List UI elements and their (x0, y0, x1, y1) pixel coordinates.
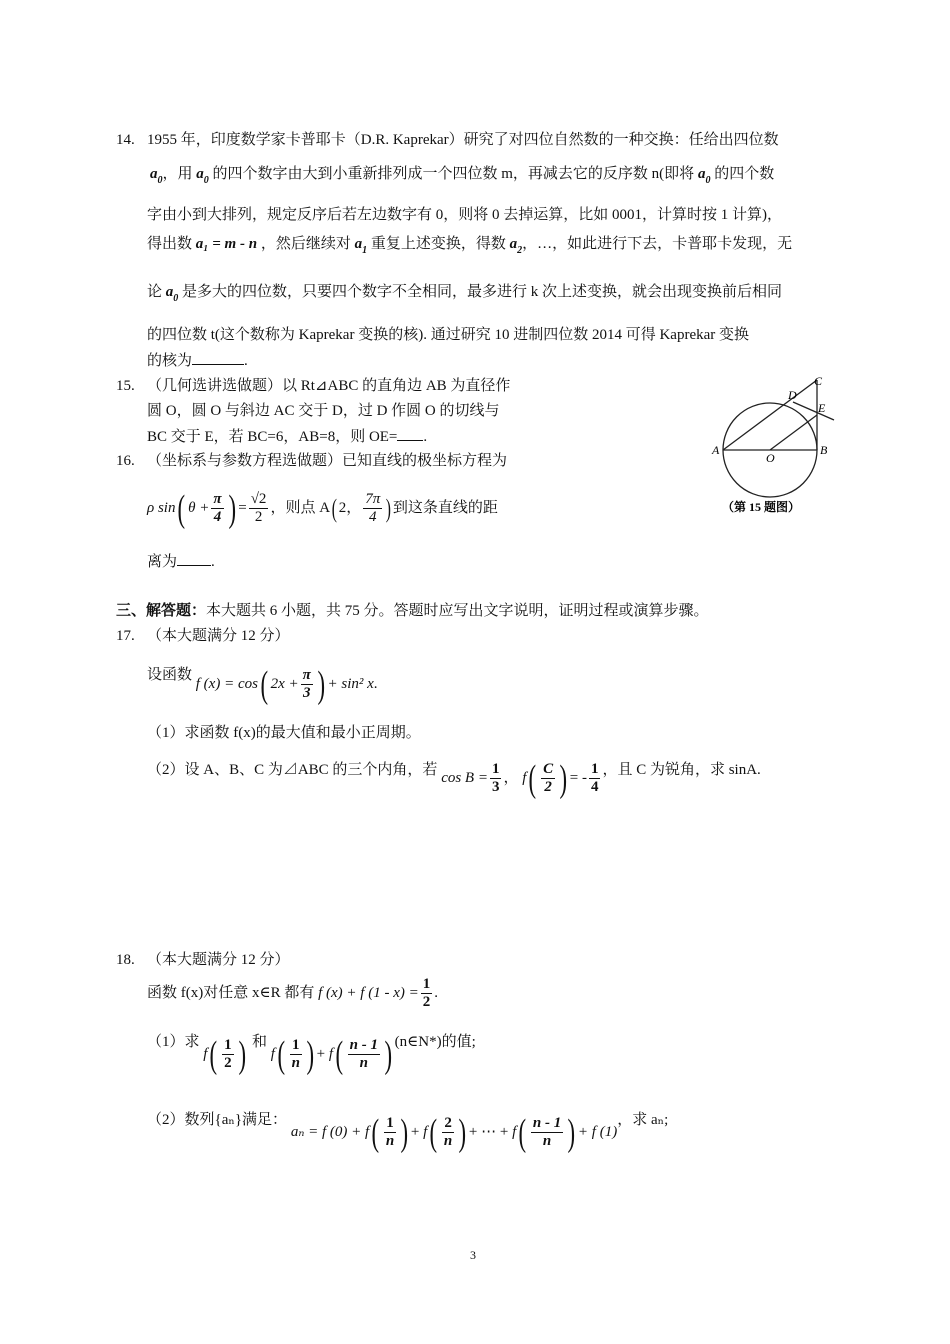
func-f-cos: f (x) = cos (195, 676, 258, 692)
q17-part-1: （1）求函数 f(x)的最大值和最小正周期。 (147, 725, 421, 741)
q17-text: ，且 C 为锐角，求 sinA. (602, 762, 761, 778)
q16-text: 离为 (147, 554, 178, 570)
q16-line-3: 离为 . (147, 551, 215, 572)
label-a: A (712, 443, 720, 457)
paren-left: ( (528, 757, 537, 800)
fraction-pi-4: $\frac{\pi}{4}$ (213, 491, 222, 526)
fraction-n-1-n: $\frac{n - 1}{n}$ (349, 1037, 378, 1072)
ellipsis-plus: + ⋯ + (468, 1124, 509, 1140)
q17-part-2 (147, 758, 761, 799)
q14-line-1: 1955 年，印度数学家卡普耶卡（D.R. Kaprekar）研究了对四位自然数的一种交换：任给出四位数 (147, 132, 779, 148)
paren-left: ( (178, 487, 186, 530)
section-desc: 本大题共 6 小题，共 75 分。答题时应写出文字说明，证明过程或演算步骤。 (206, 603, 709, 619)
period: . (373, 676, 378, 692)
q16-formula-line (147, 488, 498, 529)
paren-right: ) (400, 1111, 409, 1154)
fraction-1-n: $\frac{1}{n}$ (385, 1115, 395, 1150)
paren-right: ) (384, 1033, 393, 1076)
page-number: 3 (470, 1248, 476, 1262)
q18-number: 18. (116, 952, 135, 968)
q18-head: （本大题满分 12 分） (147, 952, 290, 968)
paren-right: ) (385, 493, 392, 523)
paren-right: ) (306, 1033, 315, 1076)
symbol-a0: $a_0$ (165, 284, 179, 304)
answer-blank[interactable] (397, 426, 423, 441)
q14-text: 是多大的四位数，只要四个数字不全相同，最多进行 k 次上述变换，就会出现变换前后相同 (182, 284, 783, 300)
paren-right: ) (567, 1111, 576, 1154)
q14-text: 论 (147, 284, 163, 300)
fraction-sqrt2-2: $\frac{√2}{2}$ (250, 491, 267, 526)
an-equation: aₙ = f (0) + (290, 1124, 362, 1140)
paren-right: ) (228, 487, 236, 530)
q16-line-1: （坐标系与参数方程选做题）已知直线的极坐标方程为 (147, 453, 508, 469)
paren-right: ) (238, 1033, 246, 1076)
paren-left: ( (518, 1111, 527, 1154)
q18-line-1 (147, 976, 438, 1011)
q14-text: 的核为 (147, 353, 193, 369)
label-b: B (820, 443, 828, 457)
f-symbol: f (365, 1124, 370, 1140)
hypotenuse-ac (723, 380, 817, 450)
fraction-1-n: $\frac{1}{n}$ (291, 1037, 300, 1072)
q14-text: ，然后继续对 (260, 236, 351, 252)
f-symbol: f (328, 1046, 333, 1062)
fraction-1-4: $\frac{1}{4}$ (590, 761, 599, 796)
q15-line-3: BC 交于 E，若 BC=6，AB=8，则 OE= . (147, 426, 427, 447)
q14-line-7: 的核为 . (147, 350, 248, 371)
paren-left: ( (371, 1111, 380, 1154)
rho-sin: ρ sin (147, 500, 176, 516)
symbol-a0: $a_0$ (196, 166, 209, 186)
q14-line-5 (147, 282, 782, 309)
label-c: C (814, 374, 823, 388)
cos-b: cos B = (441, 770, 488, 786)
period: . (434, 985, 438, 1001)
q18-text: ，求 aₙ; (617, 1112, 669, 1128)
inner-2x: 2x + (270, 676, 299, 692)
theta-plus: θ + (188, 500, 210, 516)
equals-minus: = - (569, 770, 587, 786)
symbol-a1: $a_1$ (354, 236, 368, 256)
point-coordinate: 2， (338, 500, 362, 516)
paren-right: ) (559, 757, 568, 800)
q14-number: 14. (116, 132, 135, 148)
section-title: 三、解答题： (116, 602, 207, 619)
q18-text: （2）数列{aₙ}满足： (147, 1112, 288, 1128)
q17-formula-line (147, 664, 378, 705)
equals: = (238, 500, 247, 516)
q17-number: 17. (116, 628, 135, 644)
answer-blank[interactable] (192, 350, 244, 365)
paren-left: ( (260, 663, 269, 706)
f-symbol: f (512, 1124, 517, 1140)
section-heading (116, 601, 709, 621)
q14-line-3: 字由小到大排列，规定反序后若左边数字有 0，则将 0 去掉运算，比如 0001，计算时按 1 计算)， (147, 207, 782, 223)
q17-head: （本大题满分 12 分） (147, 628, 290, 644)
label-d: D (788, 388, 797, 402)
symbol-a0: $a_0$ (150, 166, 163, 186)
label-e: E (818, 401, 826, 415)
q16-text: ，则点 A (270, 500, 331, 516)
q18-text: 函数 f(x)对任意 x∈R 都有 (147, 985, 315, 1001)
paren-left: ( (429, 1111, 438, 1154)
q14-text: 的四个数 (714, 166, 775, 182)
paren-left: ( (335, 1033, 344, 1076)
q14-text: 重复上述变换，得数 (370, 236, 506, 252)
q15-line-2: 圆 O，圆 O 与斜边 AC 交于 D，过 D 作圆 O 的切线与 (147, 403, 500, 419)
plus: + (410, 1124, 420, 1140)
paren-right: ) (458, 1111, 467, 1154)
q14-line-2 (150, 164, 774, 191)
and-text: 和 (252, 1034, 268, 1050)
q14-line-4 (147, 234, 792, 261)
fraction-c-2: $\frac{C}{2}$ (543, 761, 554, 796)
symbol-a0: $a_0$ (697, 166, 711, 186)
paren-left: ( (209, 1033, 218, 1076)
symbol-a2: $a_2$ (509, 236, 523, 256)
q14-line-6: 的四位数 t(这个数称为 Kaprekar 变换的核). 通过研究 10 进制四位数 2014 可得 Kaprekar 变换 (147, 327, 750, 343)
fraction-1-3: $\frac{1}{3}$ (491, 761, 500, 796)
comma: ， (503, 770, 519, 786)
segment-oe (770, 415, 817, 450)
figure-caption: （第 15 题图） (722, 500, 801, 514)
q16-text: 到这条直线的距 (392, 500, 498, 516)
f-symbol: f (522, 770, 527, 786)
q15-line-1: （几何选讲选做题）以 Rt⊿ABC 的直角边 AB 为直径作 (147, 378, 511, 394)
answer-blank[interactable] (177, 551, 211, 566)
fraction-1-2: $\frac{1}{2}$ (224, 1037, 232, 1072)
q15-number: 15. (116, 378, 135, 394)
q14-text: 的四个数字由大到小重新排列成一个四位数 m，再减去它的反序数 n(即将 (212, 166, 695, 182)
plus-sin2x: + sin² x (327, 676, 374, 692)
functional-equation: f (x) + f (1 - x) = (318, 985, 419, 1001)
paren-right: ) (317, 663, 325, 706)
fraction-1-2: $\frac{1}{2}$ (422, 976, 431, 1011)
q14-text: ，用 (162, 166, 193, 182)
f-symbol: f (203, 1046, 208, 1062)
paren-left: ( (277, 1033, 286, 1076)
paren-left: ( (331, 493, 337, 523)
q14-text: ，…，如此进行下去，卡普耶卡发现，无 (522, 236, 793, 252)
fraction-7pi-4: $\frac{7\pi}{4}$ (365, 491, 381, 526)
q14-text: 得出数 (147, 236, 193, 252)
f-symbol: f (423, 1124, 428, 1140)
q15-figure (700, 370, 850, 520)
q18-part-1 (147, 1030, 476, 1078)
q18-text: (n∈N*)的值; (394, 1034, 476, 1050)
f-symbol: f (270, 1046, 275, 1062)
q15-text: BC 交于 E，若 BC=6，AB=8，则 OE= (147, 429, 398, 445)
q16-number: 16. (116, 453, 135, 469)
formula-a1-eq: a₁ = m - n (195, 236, 258, 252)
plus-f1: + f (1) (577, 1124, 618, 1140)
q18-part-2 (147, 1108, 668, 1156)
fraction-2-n: $\frac{2}{n}$ (443, 1115, 453, 1150)
q17-text: （2）设 A、B、C 为⊿ABC 的三个内角，若 (147, 762, 438, 778)
fraction-pi-3: $\frac{\pi}{3}$ (302, 667, 311, 702)
q17-text: 设函数 (147, 667, 193, 683)
label-o: O (766, 451, 775, 465)
fraction-n-1-n: $\frac{n - 1}{n}$ (532, 1115, 562, 1150)
plus: + (316, 1046, 326, 1062)
q18-text: （1）求 (147, 1034, 200, 1050)
